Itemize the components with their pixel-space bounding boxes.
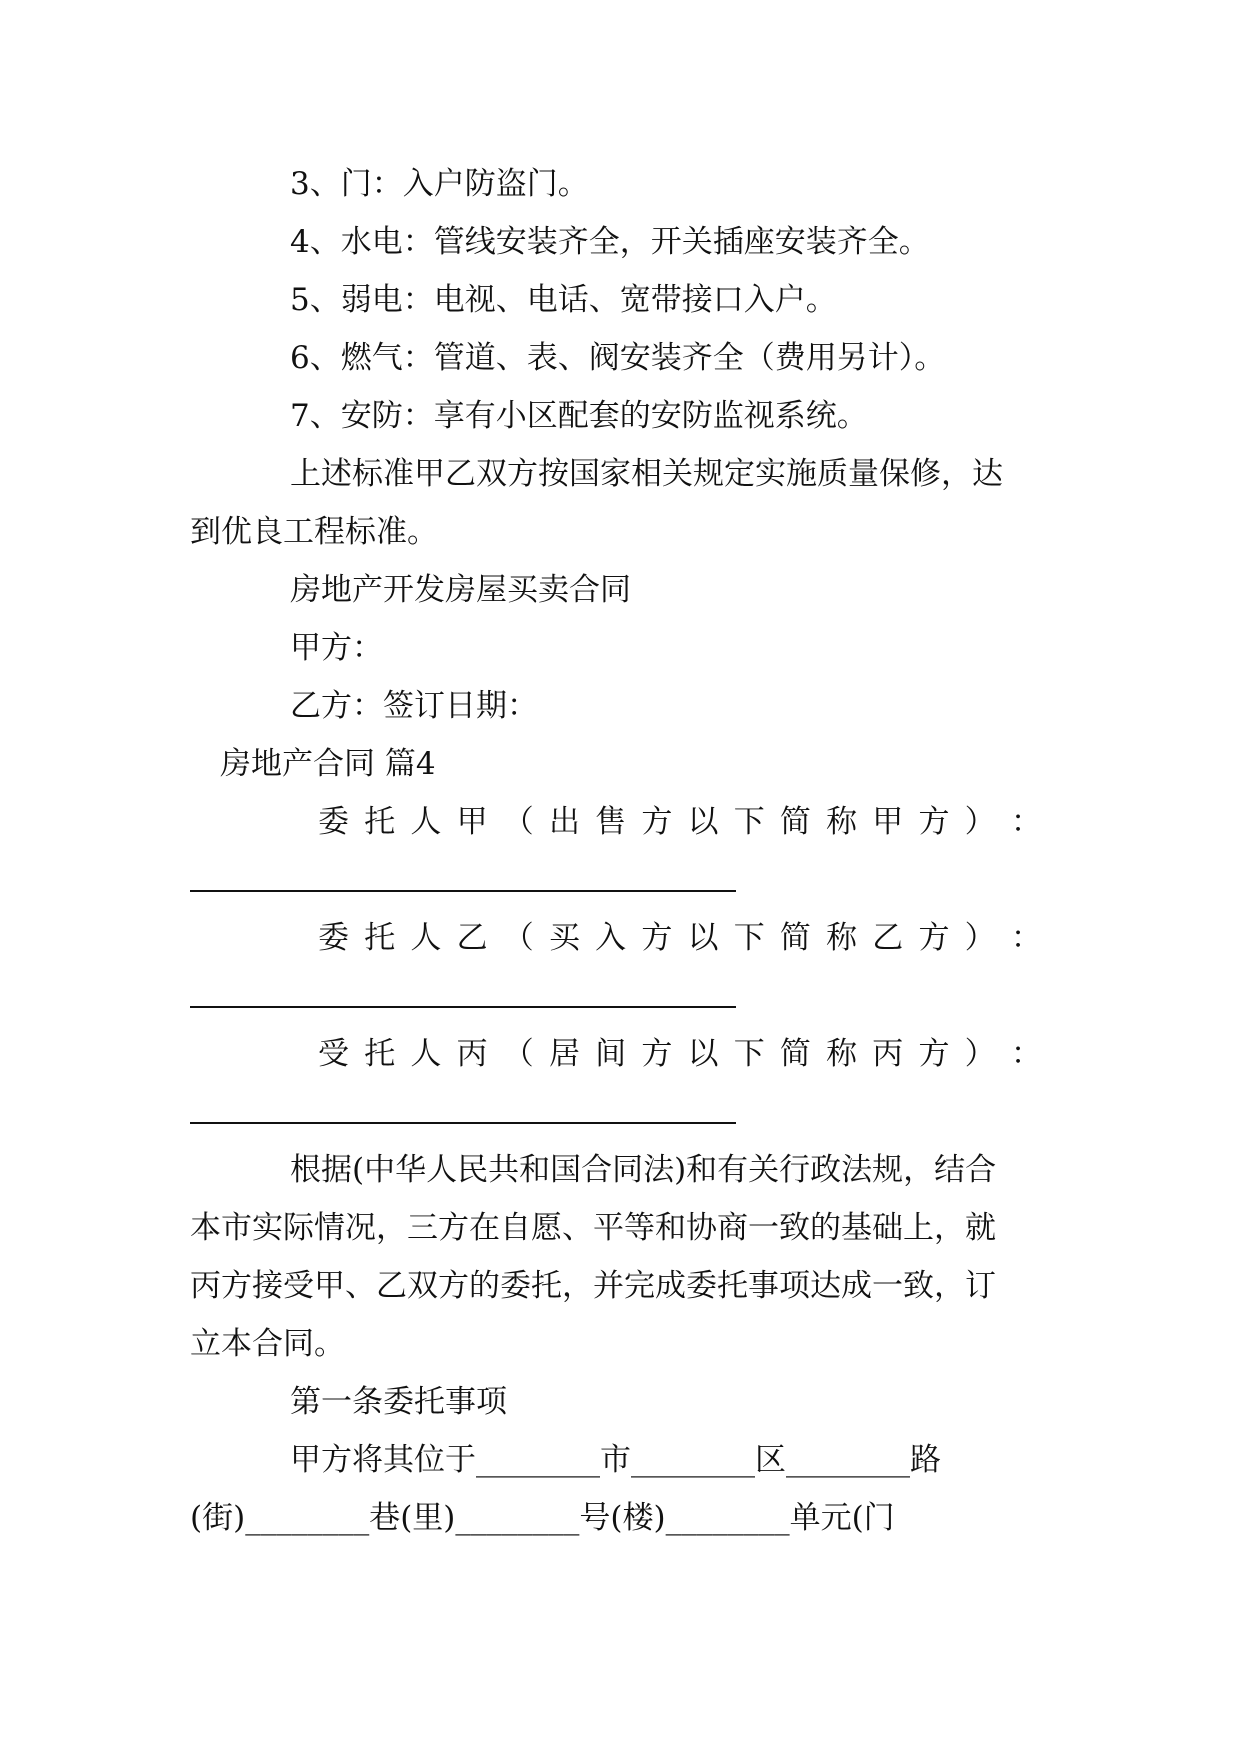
char: 以 (687, 1036, 719, 1072)
char: 以 (687, 804, 719, 840)
char: 以 (687, 920, 719, 956)
text-line: 7、安防：享有小区配套的安防监视系统。 (290, 398, 868, 434)
char: 称 (826, 1036, 858, 1072)
char: 方 (641, 804, 673, 840)
char: 托 (364, 920, 396, 956)
party-line-agent-c (318, 1034, 1042, 1074)
char: ） (964, 804, 996, 840)
char: 丙 (872, 1036, 904, 1072)
char: ： (1010, 1036, 1042, 1072)
text-line: 4、水电：管线安装齐全，开关插座安装齐全。 (290, 224, 930, 260)
text-line: 上述标准甲乙双方按国家相关规定实施质量保修，达 (290, 456, 1003, 492)
char: 居 (548, 1036, 580, 1072)
char: 称 (826, 920, 858, 956)
char: 托 (364, 804, 396, 840)
char: 人 (410, 1036, 442, 1072)
article-line: (街)________巷(里)________号(楼)________单元(门 (190, 1500, 895, 1536)
paragraph-line: 本市实际情况，三方在自愿、平等和协商一致的基础上，就 (190, 1210, 996, 1246)
char: 简 (779, 1036, 811, 1072)
char: 乙 (456, 920, 488, 956)
char: 称 (826, 804, 858, 840)
char: 间 (595, 1036, 627, 1072)
char: 受 (318, 1036, 349, 1072)
char: 甲 (872, 804, 904, 840)
text-line: 3、门：入户防盗门。 (290, 166, 589, 202)
party-line-principal-b (318, 918, 1042, 958)
char: 入 (595, 920, 627, 956)
char: （ (502, 1036, 534, 1072)
char: 乙 (872, 920, 904, 956)
char: 委 (318, 804, 349, 840)
char: 买 (548, 920, 580, 956)
blank-underline (190, 890, 736, 892)
paragraph-line: 根据(中华人民共和国合同法)和有关行政法规，结合 (290, 1152, 997, 1188)
char: 丙 (456, 1036, 488, 1072)
blank-underline (190, 1122, 736, 1124)
char: ） (964, 1036, 996, 1072)
char: 方 (918, 920, 950, 956)
char: 人 (410, 920, 442, 956)
text-line: 6、燃气：管道、表、阀安装齐全（费用另计）。 (290, 340, 946, 376)
paragraph-line: 丙方接受甲、乙双方的委托，并完成委托事项达成一致，订 (190, 1268, 996, 1304)
char: 售 (595, 804, 627, 840)
char: 下 (733, 1036, 765, 1072)
char: （ (502, 920, 534, 956)
char: 下 (733, 804, 765, 840)
article-title: 第一条委托事项 (290, 1384, 507, 1420)
char: 简 (779, 920, 811, 956)
char: 托 (364, 1036, 396, 1072)
party-a-line: 甲方： (290, 630, 383, 666)
char: 方 (641, 920, 673, 956)
char: 出 (548, 804, 580, 840)
article-line: 甲方将其位于________市________区________路 (290, 1442, 941, 1478)
char: （ (502, 804, 534, 840)
text-line: 到优良工程标准。 (190, 514, 438, 550)
section-heading: 房地产合同 篇4 (220, 746, 436, 782)
char: 简 (779, 804, 811, 840)
char: 方 (918, 804, 950, 840)
char: 方 (641, 1036, 673, 1072)
text-line: 5、弱电：电视、电话、宽带接口入户。 (290, 282, 837, 318)
char: 委 (318, 920, 349, 956)
char: 方 (918, 1036, 950, 1072)
char: ： (1010, 920, 1042, 956)
party-b-date-line: 乙方：签订日期： (290, 688, 538, 724)
party-line-principal-a (318, 802, 1042, 842)
char: 人 (410, 804, 442, 840)
char: ： (1010, 804, 1042, 840)
blank-underline (190, 1006, 736, 1008)
char: 甲 (456, 804, 488, 840)
contract-title: 房地产开发房屋买卖合同 (290, 572, 631, 608)
char: 下 (733, 920, 765, 956)
char: ） (964, 920, 996, 956)
paragraph-line: 立本合同。 (190, 1326, 345, 1362)
